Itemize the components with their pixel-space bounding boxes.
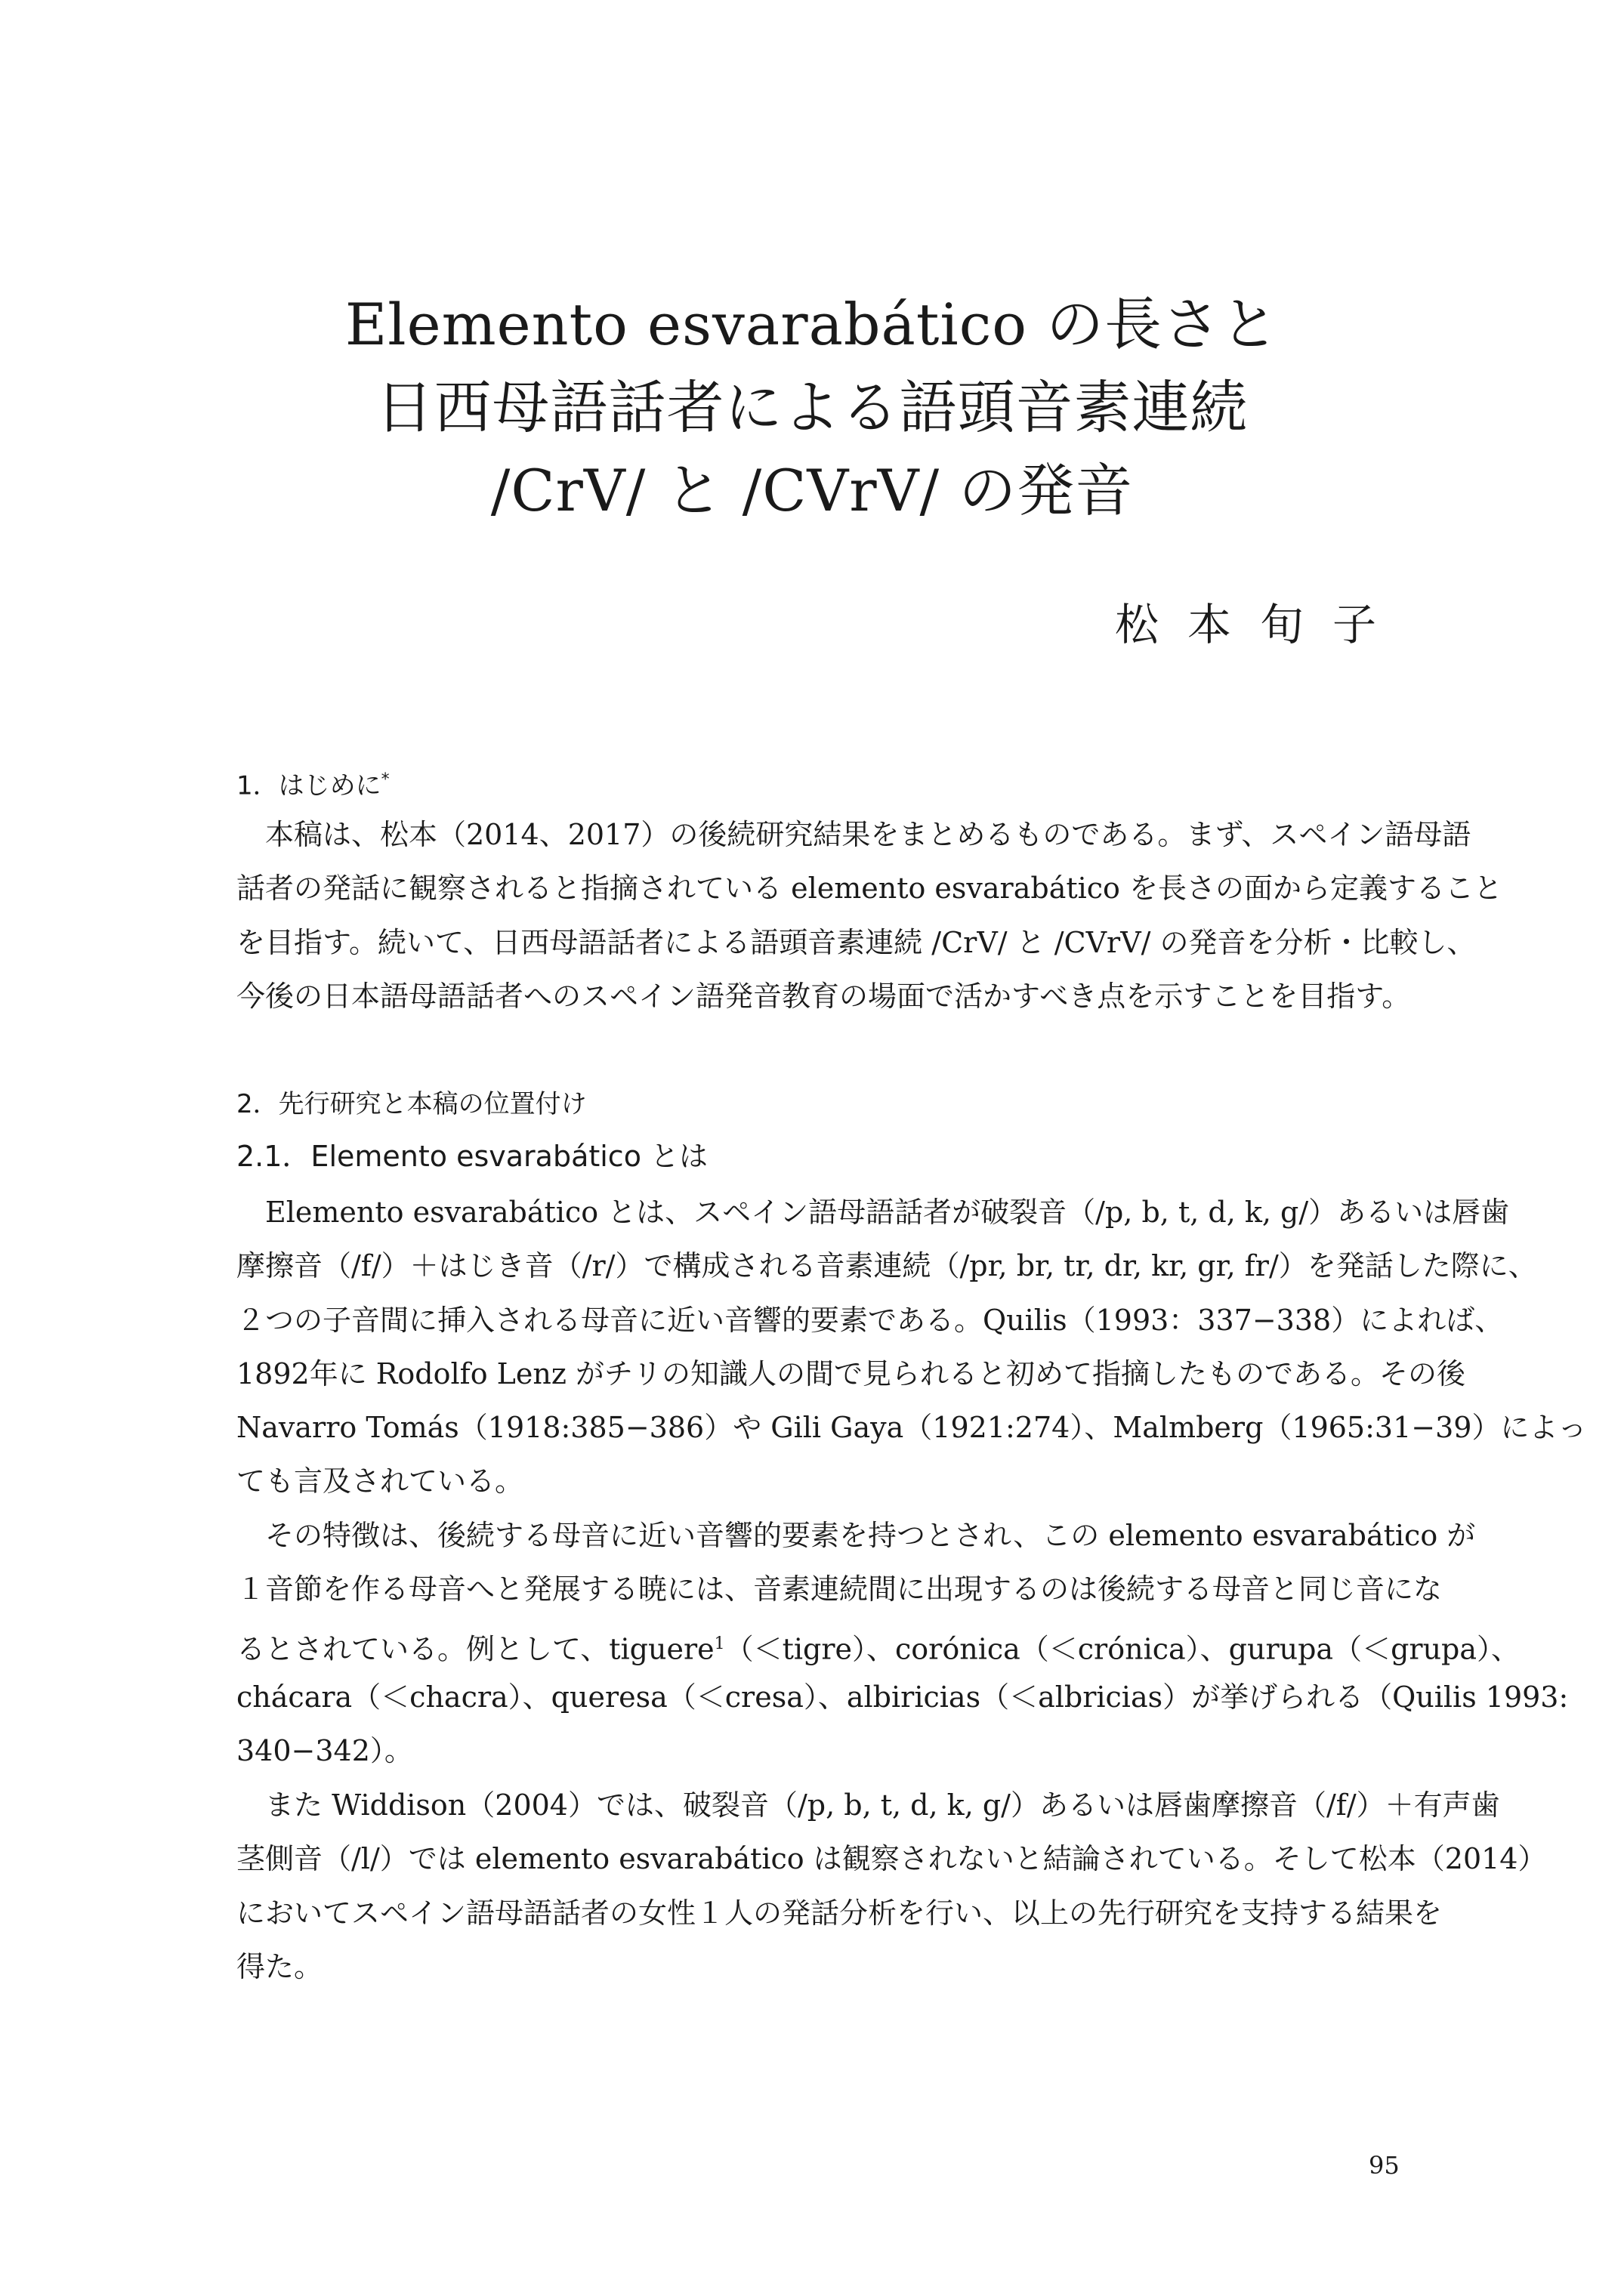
paragraph: [236, 808, 1503, 1023]
text-line: 1892年に Rodolfo Lenz がチリの知識人の間で見られると初めて指摘したものである。その後: [236, 1356, 1465, 1390]
section-2-heading: [236, 1085, 1434, 1123]
text-line: 今後の日本語母語話者へのスペイン語発音教育の場面で活かすべき点を示すことを目指す。: [236, 979, 1411, 1013]
paragraph: [236, 1509, 1569, 1778]
text-segment: （＜tigre）、corónica（＜crónica）、gurupa（＜grupa）、: [724, 1632, 1521, 1666]
paragraph: [236, 1186, 1587, 1509]
text-line: 340−342）。: [236, 1734, 413, 1768]
text-line: 摩擦音（/f/）＋はじき音（/r/）で構成される音素連続（/pr, br, tr, dr, kr, gr, fr/）を発話した際に、: [236, 1249, 1537, 1283]
text-segment: るとされている。例として、tiguere: [236, 1632, 715, 1666]
section-2-1-heading: [236, 1137, 1434, 1175]
text-line: Navarro Tomás（1918:385−386）や Gili Gaya（1921:274）、Malmberg（1965:31−39）によっ: [236, 1411, 1587, 1445]
title-line: 日西母語話者による語頭音素連続: [375, 374, 1249, 441]
title-line: Elemento esvarabático の長さと: [344, 291, 1280, 358]
page-number: 95: [1369, 2151, 1400, 2180]
text-line: 本稿は、松本（2014、2017）の後続研究結果をまとめるものである。まず、スペイン語母語: [265, 818, 1471, 851]
text-line: その特徴は、後続する母音に近い音響的要素を持つとされ、この elemento esvarabático が: [265, 1519, 1476, 1552]
section-1-heading: [236, 761, 1434, 804]
text-line: ２つの子音間に挿入される母音に近い音響的要素である。Quilis（1993：337−338）によれば、: [236, 1303, 1504, 1337]
paper-title: [0, 283, 1624, 532]
text-line: 得た。: [236, 1949, 323, 1983]
heading-text: 1．はじめに: [236, 770, 381, 801]
text-line: chácara（＜chacra）、queresa（＜cresa）、albiricias（＜albricias）が挙げられる（Quilis 1993:: [236, 1680, 1569, 1714]
text-line: 話者の発話に観察されると指摘されている elemento esvarabático を長さの面から定義すること: [236, 872, 1503, 906]
text-line: １音節を作る母音へと発展する暁には、音素連続間に出現するのは後続する母音と同じ音にな: [236, 1572, 1443, 1606]
text-line: を目指す。続いて、日西母語話者による語頭音素連続 /CrV/ と /CVrV/ の発音を分析・比較し、: [236, 925, 1476, 959]
title-line: /CrV/ と /CVrV/ の発音: [490, 457, 1134, 524]
text-line: Elemento esvarabático とは、スペイン語母語話者が破裂音（/p, b, t, d, k, g/）あるいは唇歯: [265, 1196, 1510, 1229]
footnote-ref[interactable]: 1: [714, 1634, 725, 1653]
text-line: ても言及されている。: [236, 1464, 524, 1498]
text-line: [236, 1617, 1521, 1671]
paragraph: [236, 1779, 1547, 1994]
text-line: 茎側音（/l/）では elemento esvarabático は観察されないと結論されている。そして松本（2014）: [236, 1842, 1547, 1876]
footnote-mark: *: [381, 770, 390, 789]
heading-text: 2．先行研究と本稿の位置付け: [236, 1089, 587, 1119]
author-name: 松本旬子: [1114, 599, 1405, 650]
text-line: また Widdison（2004）では、破裂音（/p, b, t, d, k, g/）あるいは唇歯摩擦音（/f/）＋有声歯: [265, 1788, 1500, 1822]
subheading-text: 2.1．Elemento esvarabático とは: [236, 1140, 709, 1173]
text-line: においてスペイン語母語話者の女性１人の発話分析を行い、以上の先行研究を支持する結果を: [236, 1896, 1443, 1930]
